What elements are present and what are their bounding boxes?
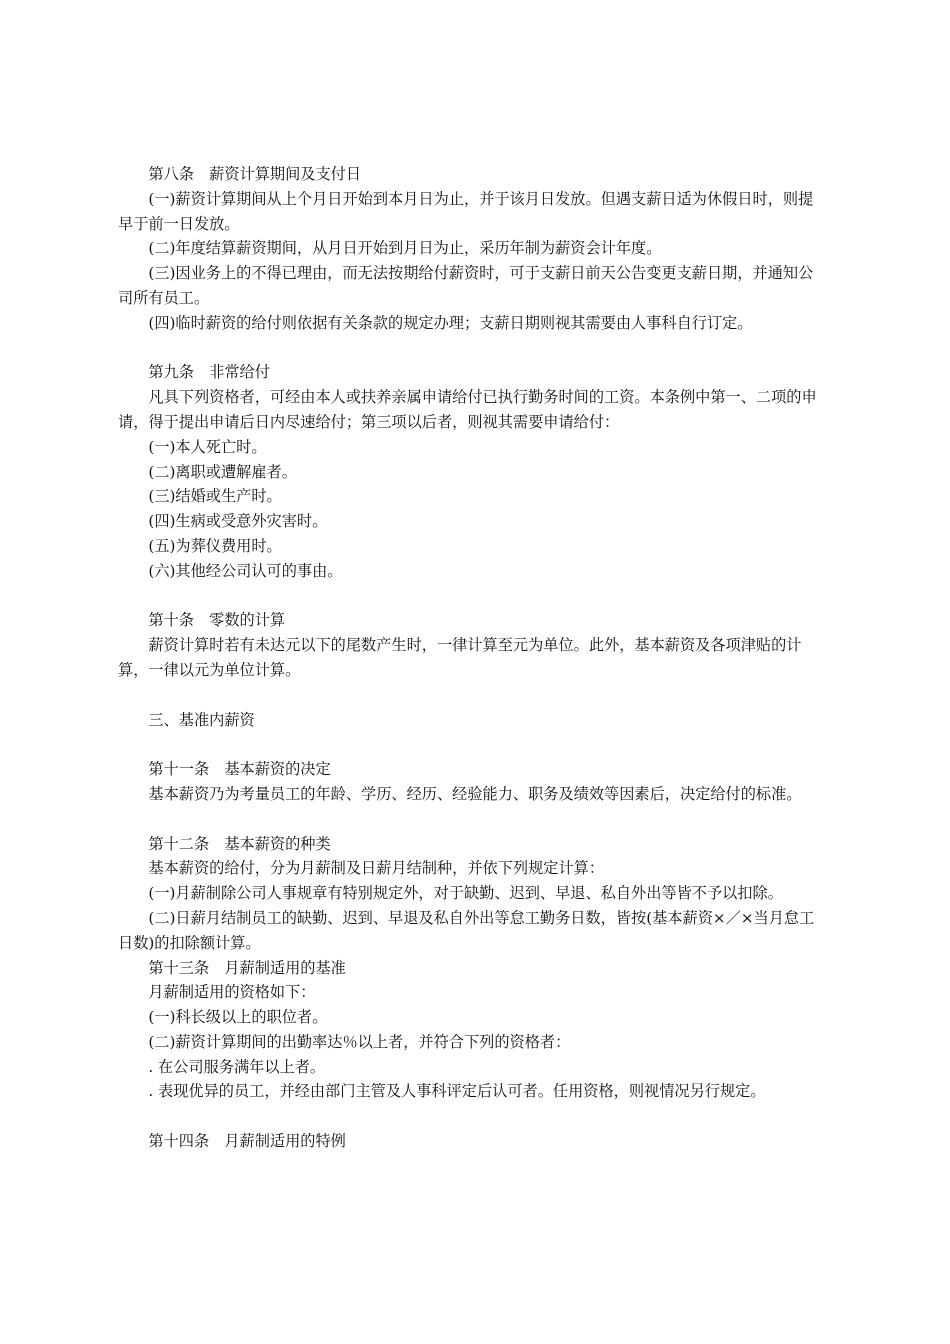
article-12-paragraph-2: (一)月薪制除公司人事规章有特别规定外，对于缺勤、迟到、早退、私自外出等皆不予以扣除。: [148, 884, 783, 903]
spacer: [118, 732, 824, 757]
article-8-heading: 第八条 薪资计算期间及支付日: [148, 165, 362, 183]
article-12-paragraph-3: (二)日薪月结制员工的缺勤、迟到、早退及私自外出等怠工勤务日数，皆按(基本薪资×／×当月怠工日数)的扣除额计算。: [118, 908, 815, 952]
article-13-paragraph-2: (一)科长级以上的职位者。: [148, 1008, 328, 1027]
article-14-heading: 第十四条 月薪制适用的特例: [148, 1132, 346, 1151]
list-item: (五)为葬仪费用时。: [148, 536, 282, 555]
list-item: (一)本人死亡时。: [148, 437, 267, 456]
article-10-paragraph-1: 薪资计算时若有未达元以下的尾数产生时，一律计算至元为单位。此外，基本薪资及各项津贴的计算，一律以元为单位计算。: [118, 636, 802, 679]
spacer: [118, 807, 824, 832]
article-8-paragraph-1: (一)薪资计算期间从上个月日开始到本月日为止，并于该月日发放。但遇支薪日适为休假日时，则提早于前一日发放。: [118, 189, 814, 233]
article-8-paragraph-4: (四)临时薪资的给付则依据有关条款的规定办理；支薪日期则视其需要由人事科自行订定。: [148, 313, 753, 332]
spacer: [118, 584, 824, 609]
list-item: (六)其他经公司认可的事由。: [148, 561, 343, 580]
article-9-intro: 凡具下列资格者，可经由本人或扶养亲属申请给付已执行勤务时间的工资。本条例中第一、二项的申请，得于提出申请后日内尽速给付；第三项以后者，则视其需要申请给付：: [118, 388, 817, 431]
article-12-heading: 第十二条 基本薪资的种类: [148, 834, 331, 853]
list-item: (三)结婚或生产时。: [148, 487, 282, 506]
list-item: (四)生病或受意外灾害时。: [148, 512, 328, 531]
article-13-paragraph-5: . 表现优异的员工，并经由部门主管及人事科评定后认可者。任用资格，则视情况另行规定。: [148, 1082, 766, 1101]
article-11-paragraph-1: 基本薪资乃为考量员工的年龄、学历、经历、经验能力、职务及绩效等因素后，决定给付的标准。: [148, 784, 802, 803]
article-10-heading: 第十条 零数的计算: [148, 611, 286, 630]
article-13-paragraph-3: (二)薪资计算期间的出勤率达％以上者，并符合下列的资格者：: [148, 1032, 571, 1051]
spacer: [118, 1104, 824, 1129]
list-item: (二)离职或遭解雇者。: [148, 462, 297, 481]
article-13-paragraph-4: . 在公司服务满年以上者。: [148, 1057, 326, 1076]
section-3-heading: 三、基准内薪资: [148, 710, 255, 729]
article-8-paragraph-3: (三)因业务上的不得已理由，而无法按期给付薪资时，可于支薪日前天公告变更支薪日期，并通知公司所有员工。: [118, 264, 814, 307]
document-body: [118, 162, 824, 1154]
spacer: [118, 683, 824, 708]
article-13-heading: 第十三条 月薪制适用的基准: [148, 958, 346, 977]
article-8-paragraph-2: (二)年度结算薪资期间，从月日开始到月日为止，采历年制为薪资会计年度。: [148, 239, 662, 258]
article-12-paragraph-1: 基本薪资的给付，分为月薪制及日薪月结制种，并依下列规定计算：: [148, 859, 605, 878]
article-13-paragraph-1: 月薪制适用的资格如下：: [148, 983, 316, 1002]
spacer: [118, 336, 824, 361]
article-11-heading: 第十一条 基本薪资的决定: [148, 760, 331, 779]
article-9-heading: 第九条 非常给付: [148, 363, 270, 382]
